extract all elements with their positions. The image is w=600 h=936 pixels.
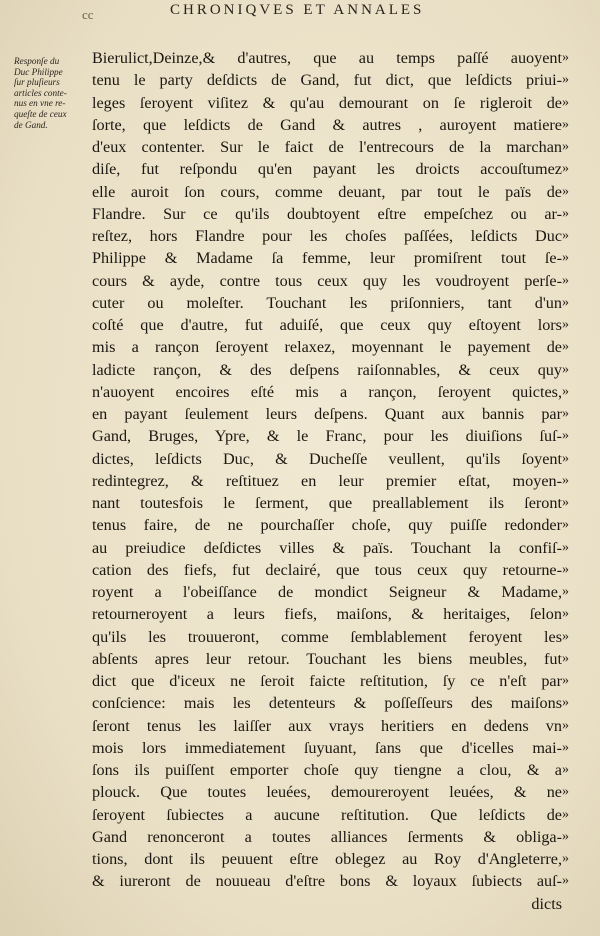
- quotation-mark: »: [562, 628, 569, 644]
- text-line: ſeroyent ſubiectes a aucune reſtitution. Que leſdicts de: [92, 805, 562, 824]
- marginal-note-line: queſte de ceux: [14, 108, 67, 119]
- quotation-mark: »: [562, 717, 569, 733]
- text-line: Flandre. Sur ce qu'ils doubtoyent eſtre empeſchez ou ar-: [92, 204, 562, 223]
- quotation-mark: »: [562, 873, 569, 889]
- main-text: [92, 47, 562, 915]
- quotation-mark: »: [562, 539, 569, 555]
- text-line: qu'ils les trouueront, comme ſemblablement feroyent les: [92, 627, 562, 646]
- quotation-mark: »: [562, 339, 569, 355]
- quotation-mark: »: [562, 361, 569, 377]
- quotation-mark: »: [562, 561, 569, 577]
- text-line: abſents apres leur retour. Touchant les biens meubles, fut: [92, 649, 562, 668]
- text-line: mis a rançon ſeroyent relaxez, moyennant le payement de: [92, 338, 562, 357]
- quotation-mark: »: [562, 116, 569, 132]
- text-line: leges ſeroyent viſitez & qu'au demourant on ſe rigleroit de: [92, 93, 562, 112]
- text-line: tions, dont ils peuuent eſtre oblegez au Roy d'Angleterre,: [92, 850, 562, 868]
- folio: cc: [82, 7, 94, 22]
- quotation-mark: »: [562, 383, 569, 399]
- quotation-mark: »: [562, 517, 569, 533]
- text-line: elle auroit ſon cours, comme deuant, par tout le païs de: [92, 182, 562, 201]
- quotation-mark: »: [562, 806, 569, 822]
- text-line: cuter ou moleſter. Touchant les priſonniers, tant d'un: [92, 293, 562, 312]
- quotation-mark: »: [562, 472, 569, 488]
- marginal-note-line: de Gand.: [14, 119, 48, 130]
- text-line: dict que d'iceux ne ſeroit faicte reſtitution, ſy ce n'eſt par: [92, 672, 562, 690]
- quotation-mark: »: [562, 139, 569, 154]
- quotation-mark: »: [562, 828, 569, 844]
- quotation-marks-column: [562, 47, 592, 915]
- quotation-mark: »: [562, 695, 569, 711]
- quotation-mark: »: [562, 606, 569, 622]
- text-line: cation des fiefs, fut declairé, que tous ceux quy retourne-: [92, 560, 562, 579]
- quotation-mark: »: [562, 784, 569, 800]
- text-line: Gand, Bruges, Ypre, & le Franc, pour les diuiſions ſuſ-: [92, 427, 562, 446]
- text-line: tenus faire, de ne pourchaſſer choſe, quy puiſſe redonder: [92, 516, 562, 535]
- text-line: plouck. Que toutes leuées, demoureroyent leuées, & ne: [92, 783, 562, 802]
- text-line: cours & ayde, contre tous ceux quy les voudroyent perſe-: [92, 271, 562, 290]
- quotation-mark: »: [562, 317, 569, 332]
- quotation-mark: »: [562, 72, 569, 88]
- quotation-mark: »: [562, 739, 569, 755]
- marginal-note-line: Duc Philippe: [14, 66, 63, 77]
- quotation-mark: »: [562, 294, 569, 310]
- marginal-note: [14, 56, 96, 130]
- quotation-mark: »: [562, 250, 569, 266]
- text-line: royent a l'obeiſſance de mondict Seigneur & Madame,: [92, 583, 562, 601]
- quotation-mark: »: [562, 50, 569, 65]
- text-line: n'auoyent encoires eſté mis a rançon, ſeroyent quictes,: [92, 382, 562, 401]
- marginal-note-line: nus en vne re-: [14, 98, 66, 109]
- quotation-mark: [562, 893, 592, 915]
- quotation-mark: »: [562, 228, 569, 243]
- text-line: d'eux contenter. Sur le faict de l'entrecours de la marchan: [92, 138, 562, 156]
- quotation-mark: »: [562, 406, 569, 421]
- quotation-mark: »: [562, 450, 569, 466]
- marginal-note-line: Responſe du: [14, 56, 60, 66]
- text-line: diſe, fut reſpondu qu'en payant les droicts accouſtumez: [92, 160, 562, 179]
- text-line: conſcience: mais les detenteurs & poſſeſſeurs des maiſons: [92, 694, 562, 713]
- text-line: mois lors immediatement ſuyuant, ſans que d'icelles mai-: [92, 738, 562, 757]
- running-head: CHRONIQVES ET ANNALES: [170, 2, 425, 18]
- quotation-mark: »: [562, 183, 569, 199]
- quotation-mark: »: [562, 650, 569, 666]
- text-line: ſons ils puiſſent emporter choſe quy tiengne a clou, & a: [92, 761, 562, 779]
- text-line: redintegrez, & reſtituez en leur premier eſtat, moyen-: [92, 471, 562, 490]
- text-line: Philippe & Madame ſa femme, leur promiſrent tout ſe-: [92, 249, 562, 268]
- text-line: tenu le party deſdicts de Gand, fut dict, que leſdicts priui-: [92, 71, 562, 90]
- quotation-mark: »: [562, 851, 569, 866]
- text-line: dictes, leſdicts Duc, & Ducheſſe veullent, qu'ils ſoyent: [92, 449, 562, 468]
- quotation-mark: »: [562, 161, 569, 177]
- text-line: ſorte, que leſdicts de Gand & autres , auroyent matiere: [92, 115, 562, 134]
- text-line: coſté que d'autre, fut aduiſé, que ceux quy eſtoyent lors: [92, 316, 562, 334]
- quotation-mark: »: [562, 272, 569, 288]
- text-line: ladicte rançon, & des deſpens raiſonnables, & ceux quy: [92, 360, 562, 379]
- quotation-mark: »: [562, 94, 569, 110]
- text-line: & iureront de nouueau d'eſtre bons & loyaux ſubiects auſ-: [92, 872, 562, 891]
- text-line: nant toutesfois le ſerment, que preallablement ils ſeront: [92, 494, 562, 512]
- text-line: dicts: [531, 894, 562, 913]
- quotation-mark: »: [562, 673, 569, 688]
- text-line: en payant ſeulement leurs deſpens. Quant aux bannis par: [92, 405, 562, 423]
- text-line: ſeront tenus les laiſſer aux vrays heritiers en dedens vn: [92, 716, 562, 735]
- quotation-mark: »: [562, 205, 569, 221]
- quotation-mark: »: [562, 762, 569, 777]
- text-line: Gand renonceront a toutes alliances ſerments & obliga-: [92, 827, 562, 846]
- marginal-note-line: articles conte-: [14, 87, 67, 98]
- marginal-note-line: ſur pluſieurs: [14, 77, 60, 88]
- quotation-mark: »: [562, 584, 569, 599]
- quotation-mark: »: [562, 428, 569, 444]
- text-line: au preiudice deſdictes villes & païs. Touchant la confiſ-: [92, 538, 562, 557]
- text-line: reſtez, hors Flandre pour les choſes paſſées, leſdicts Duc: [92, 227, 562, 245]
- text-line: Bierulict,Deinze,& d'autres, que au temps paſſé auoyent: [92, 49, 562, 67]
- text-line: retourneroyent a leurs fiefs, maiſons, & heritaiges, ſelon: [92, 605, 562, 624]
- quotation-mark: »: [562, 495, 569, 510]
